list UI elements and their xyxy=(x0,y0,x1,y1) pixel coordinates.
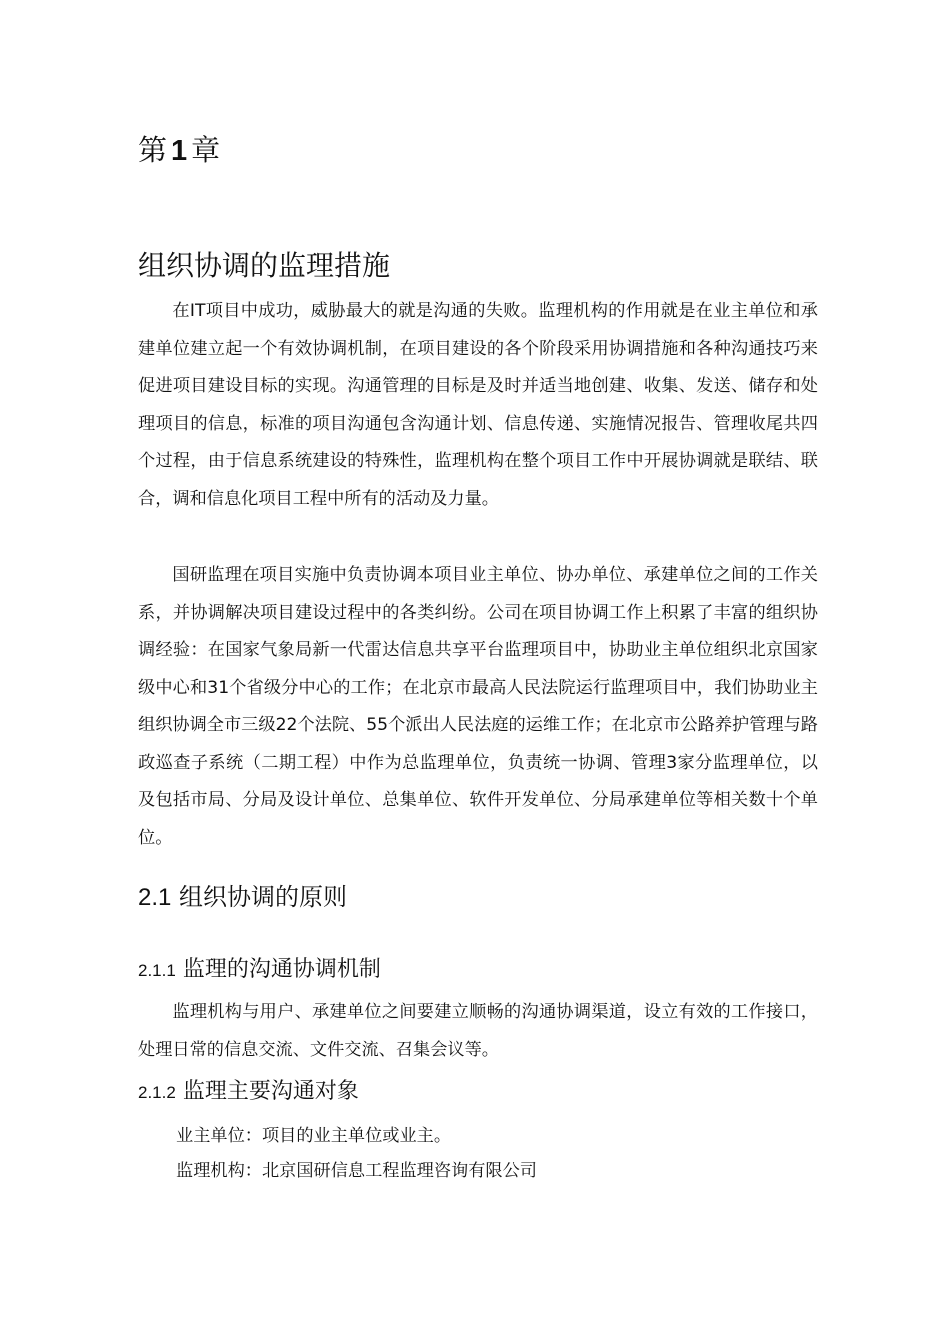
chapter-suffix: 章 xyxy=(191,133,221,167)
chapter-number: 1 xyxy=(171,135,188,167)
subsubsection-heading-2-1-2 xyxy=(138,1074,359,1111)
subsubsection-number: 2.1.1 xyxy=(138,961,176,980)
subsubsection-title: 监理主要沟通对象 xyxy=(182,1079,359,1104)
body-paragraph-2: 国研监理在项目实施中负责协调本项目业主单位、协办单位、承建单位之间的工作关系，并协调解决项目建设过程中的各类纠纷。公司在项目协调工作上积累了丰富的组织协调经验：在国家气象局新一代雷达信息共享平台监理项目中，协助业主单位组织北京国家级中心和31个省级分中心的工作；在北京市最高人民法院运行监理项目中，我们协助业主组织协调全市三级22个法院、55个派出人民法庭的运维工作；在北京市公路养护管理与路政巡查子系统（二期工程）中作为总监理单位，负责统一协调、管理3家分监理单位，以及包括市局、分局及设计单位、总集单位、软件开发单位、分局承建单位等相关数十个单位。 xyxy=(138,565,818,848)
contact-line-supervisor: 监理机构：北京国研信息工程监理咨询有限公司 xyxy=(176,1161,537,1181)
body-paragraph-1: 在IT项目中成功，威胁最大的就是沟通的失败。监理机构的作用就是在业主单位和承建单位建立起一个有效协调机制，在项目建设的各个阶段采用协调措施和各种沟通技巧来促进项目建设目标的实现。沟通管理的目标是及时并适当地创建、收集、发送、储存和处理项目的信息，标准的项目沟通包含沟通计划、信息传递、实施情况报告、管理收尾共四个过程，由于信息系统建设的特殊性，监理机构在整个项目工作中开展协调就是联结、联合，调和信息化项目工程中所有的活动及力量。 xyxy=(138,301,818,509)
chapter-prefix: 第 xyxy=(138,133,168,167)
contact-line-owner: 业主单位：项目的业主单位或业主。 xyxy=(176,1126,452,1146)
subsubsection-heading-2-1-1 xyxy=(138,952,381,989)
section-title: 组织协调的监理措施 xyxy=(138,249,391,282)
subsection-number: 2.1 xyxy=(138,884,172,911)
body-paragraph-3: 监理机构与用户、承建单位之间要建立顺畅的沟通协调渠道，设立有效的工作接口，处理日常的信息交流、文件交流、召集会议等。 xyxy=(138,1002,818,1060)
subsubsection-number: 2.1.2 xyxy=(138,1083,176,1102)
subsubsection-title: 监理的沟通协调机制 xyxy=(182,957,381,982)
subsection-heading-2-1 xyxy=(138,877,347,918)
chapter-heading xyxy=(138,128,220,173)
subsection-title: 组织协调的原则 xyxy=(179,883,348,911)
